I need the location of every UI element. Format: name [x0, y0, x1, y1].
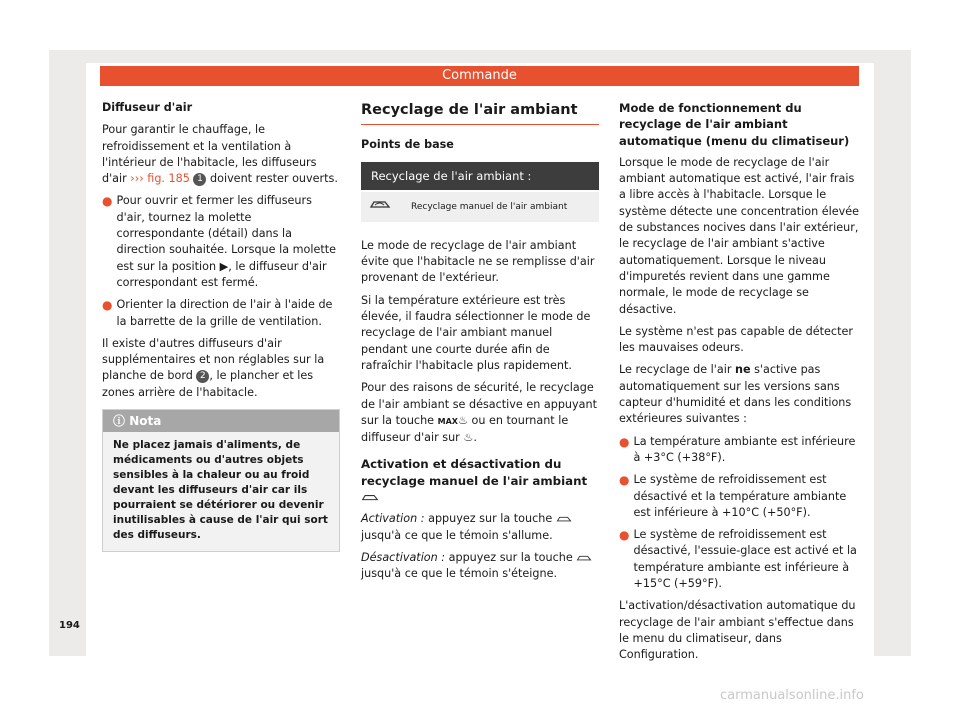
paragraph: Il existe d'autres diffuseurs d'air supplémentaires et non réglables sur la planche de bord 2 , le plancher et les zones arrière de l'habitacle.	[102, 336, 325, 399]
list-item: ● Le système de refroidissement est désactivé, l'essuie-glace est activé et la température ambiante est inférieure à +15°C (+59°F).	[619, 527, 861, 592]
section-heading: Diffuseur d'air	[102, 101, 193, 114]
paragraph: Lorsque le mode de recyclage de l'air ambiant automatique est activé, l'air frais a libre accès à l'habitacle. Lorsque le système détecte une concentration élevée de substances nocives dans l'air extérieur, le recyclage de l'air ambiant s'active automatiquement. Lorsque le niveau d'impuretés revient dans une gamme normale, le mode de recyclage se désactive.	[619, 155, 860, 316]
paragraph: Désactivation : appuyez sur la touche jusqu'à ce que le témoin s'éteigne.	[361, 550, 599, 583]
list-item: ● La température ambiante est inférieure à +3°C (+38°F).	[619, 434, 861, 467]
info-icon: ⓘ	[113, 414, 126, 429]
figure-link[interactable]: ››› fig. 185	[130, 172, 190, 186]
bullet-icon: ●	[102, 194, 113, 209]
bullet-icon: ●	[619, 473, 630, 488]
nota-box	[102, 409, 340, 552]
recirculation-car-icon	[369, 199, 399, 215]
column-right	[619, 100, 861, 670]
callout-number: 2	[196, 370, 209, 383]
recirculation-car-icon	[576, 551, 592, 564]
paragraph: L'activation/désactivation automatique du recyclage de l'air ambiant s'effectue dans le menu du climatiseur, dans Configuration.	[619, 599, 856, 662]
page-number: 194	[59, 620, 80, 631]
list-item: ● Pour ouvrir et fermer les diffuseurs d'air, tournez la molette correspondante (détail) dans la direction souhaitée. Lorsque la molette est sur la position ▶, le diffuseur d'air correspondant est fermé.	[102, 193, 340, 291]
paragraph: Si la température extérieure est très élevée, il faudra sélectionner le mode de recyclage de l'air ambiant manuel pendant une courte durée afin de rafraîchir l'habitacle plus rapidement.	[361, 293, 591, 372]
list-item: ● Le système de refroidissement est désactivé et la température ambiante est inférieure à +10°C (+50°F).	[619, 472, 861, 521]
paragraph: Le système n'est pas capable de détecter les mauvaises odeurs.	[619, 324, 853, 355]
triangle-right-icon: ▶	[219, 259, 229, 273]
nota-body: Ne placez jamais d'aliments, de médicaments ou d'autres objets sensibles à la chaleur ou au froid devant les diffuseurs d'air car ils pourraient se détériorer ou devenir inutilisables à cause de l'air qui sort des diffuseurs.	[103, 432, 339, 551]
column-middle	[361, 100, 599, 589]
paragraph: Le mode de recyclage de l'air ambiant évite que l'habitacle ne se remplisse d'air provenant de l'extérieur.	[361, 238, 595, 285]
subtitle: Points de base	[361, 138, 454, 152]
bullet-icon: ●	[619, 434, 630, 449]
column-left	[102, 100, 340, 552]
paragraph: Pour garantir le chauffage, le refroidissement et la ventilation à l'intérieur de l'habitacle, les diffuseurs d'air ››› fig. 185 1 doivent rester ouverts.	[102, 123, 338, 186]
table-header: Recyclage de l'air ambiant :	[361, 162, 599, 190]
max-button-icon: MAX	[437, 416, 458, 426]
watermark: carmanualsonline.info	[720, 688, 864, 703]
nota-header: ⓘ Nota	[103, 410, 339, 432]
paragraph: Pour des raisons de sécurité, le recyclage de l'air ambiant se désactive en appuyant sur la touche MAX♨ ou en tournant le diffuseur d'air sur ♨.	[361, 381, 597, 445]
section-title: Recyclage de l'air ambiant	[361, 102, 599, 125]
section-heading: Mode de fonctionnement du recyclage de l'air ambiant automatique (menu du climatiseur)	[619, 101, 850, 148]
list-item: ● Orienter la direction de l'air à l'aide de la barrette de la grille de ventilation.	[102, 297, 340, 330]
paragraph: Le recyclage de l'air ne s'active pas automatiquement sur les versions sans capteur d'humidité et dans les conditions extérieures suivantes :	[619, 363, 852, 426]
header-banner: Commande	[100, 66, 859, 86]
recirculation-car-icon	[556, 512, 572, 525]
table-row: Recyclage manuel de l'air ambiant	[361, 192, 599, 222]
bullet-icon: ●	[619, 528, 630, 543]
recirculation-car-icon	[361, 490, 379, 504]
bullet-icon: ●	[102, 298, 113, 313]
callout-number: 1	[193, 173, 206, 186]
paragraph: Activation : appuyez sur la touche jusqu'à ce que le témoin s'allume.	[361, 511, 599, 544]
defrost-icon: ♨	[457, 413, 468, 427]
defrost-icon: ♨	[463, 431, 474, 445]
subheading: Activation et désactivation du recyclage manuel de l'air ambiant	[361, 456, 599, 505]
